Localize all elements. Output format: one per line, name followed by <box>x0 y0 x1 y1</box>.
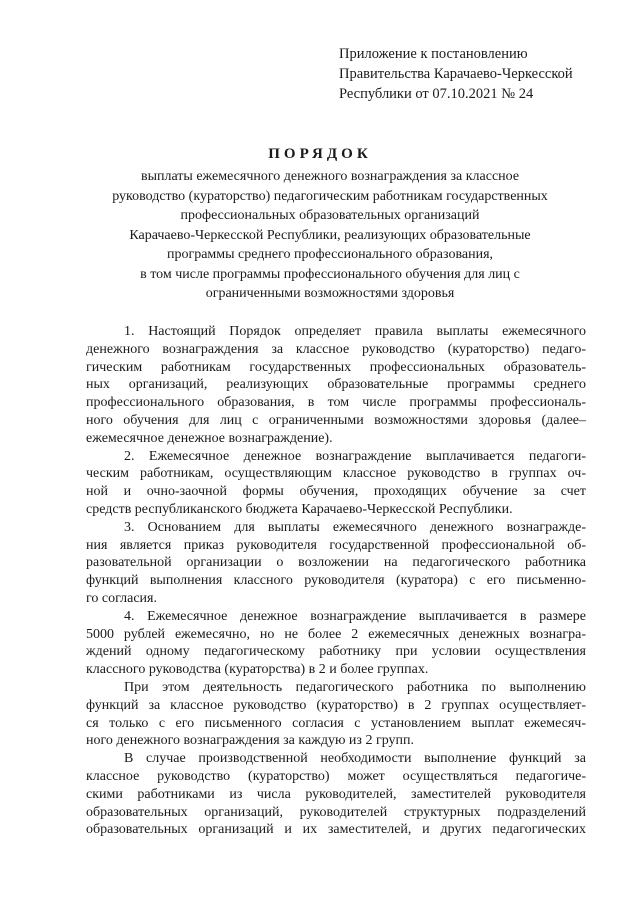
body-line: 1. Настоящий Порядок определяет правила выплаты ежемесячного <box>124 324 586 339</box>
body-line: ся только с его письменного согласия с установлением выплат ежемесяч- <box>86 715 586 731</box>
subtitle-line: выплаты ежемесячного денежного вознаграждения за классное <box>140 169 520 184</box>
document-subtitle <box>90 167 570 304</box>
subtitle-line: ограниченными возможностями здоровья <box>205 286 455 301</box>
document-title: ПОРЯДОК <box>268 146 372 162</box>
body-line: классное руководство (кураторство) может осуществляться педагогиче- <box>86 768 586 784</box>
paragraph-3 <box>86 519 586 608</box>
document-body <box>86 323 586 839</box>
subtitle-line: Карачаево-Черкесской Республики, реализующих образовательные <box>129 227 531 243</box>
body-line: образовательных организаций и их заместителей, и других педагогических <box>86 822 586 838</box>
header-line: Приложение к постановлению <box>339 46 528 62</box>
body-line: образовательных организаций, руководителей структурных подразделений <box>86 804 586 820</box>
subtitle-line: в том числе программы профессионального обучения для лиц с <box>140 266 520 282</box>
body-line: ежемесячное денежное вознаграждение). <box>86 430 333 446</box>
attachment-header <box>339 44 629 104</box>
body-line: классного руководства (кураторства) в 2 и более группах. <box>86 662 429 678</box>
header-line: Республики от 07.10.2021 № 24 <box>339 86 534 102</box>
body-line: ного обучения для лиц с ограниченными возможностями здоровья (далее– <box>86 412 586 428</box>
body-line: денежного вознаграждения за классное руководство (кураторство) педаго- <box>86 341 586 357</box>
body-line: го согласия. <box>86 590 157 606</box>
body-line: ческим работникам, осуществляющим классное руководство в группах оч- <box>86 466 586 482</box>
subtitle-line: руководство (кураторство) педагогическим работникам государственных <box>112 188 548 204</box>
body-line: разовательной организации о возложении на педагогического работника <box>86 555 586 571</box>
body-line: функций выполнения классного руководителя (куратора) с его письменно- <box>86 573 586 589</box>
body-line: скими работниками из числа руководителей, заместителей руководителя <box>86 786 586 802</box>
body-line: 4. Ежемесячное денежное вознаграждение выплачивается в размере <box>124 608 586 624</box>
body-line: гическим работникам государственных профессиональных образователь- <box>86 359 586 375</box>
body-line: средств республиканского бюджета Карачаево-Черкесской Республики. <box>86 501 513 517</box>
body-line: 2. Ежемесячное денежное вознаграждение выплачивается педагоги- <box>124 448 586 464</box>
paragraph-6 <box>86 750 586 839</box>
body-line: ждений одному педагогическому работнику при условии осуществления <box>86 644 586 660</box>
header-line: Правительства Карачаево-Черкесской <box>339 66 573 82</box>
body-line: ной и очно-заочной формы обучения, проходящих обучение за счет <box>86 484 586 500</box>
body-line: функций за классное руководство (кураторство) в 2 группах осуществляет- <box>86 697 586 713</box>
subtitle-line: профессиональных образовательных организаций <box>180 208 480 223</box>
paragraph-2 <box>86 448 586 519</box>
body-line: ных организаций, реализующих образовательные программы среднего <box>86 377 586 393</box>
paragraph-4 <box>86 608 586 679</box>
paragraph-1 <box>86 323 586 448</box>
body-line: 5000 рублей ежемесячно, но не более 2 ежемесячных денежных вознагра- <box>86 626 586 642</box>
subtitle-line: программы среднего профессионального образования, <box>166 247 494 262</box>
paragraph-5 <box>86 679 586 750</box>
body-line: В случае производственной необходимости выполнение функций за <box>124 751 586 767</box>
body-line: При этом деятельность педагогического работника по выполнению <box>124 679 586 695</box>
body-line: ного денежного вознаграждения за каждую из 2 групп. <box>86 733 414 749</box>
body-line: профессионального образования, в том числе программы профессиональ- <box>86 395 586 411</box>
body-line: ния является приказ руководителя государственной профессиональной об- <box>86 537 586 553</box>
body-line: 3. Основанием для выплаты ежемесячного денежного вознагражде- <box>124 519 586 535</box>
